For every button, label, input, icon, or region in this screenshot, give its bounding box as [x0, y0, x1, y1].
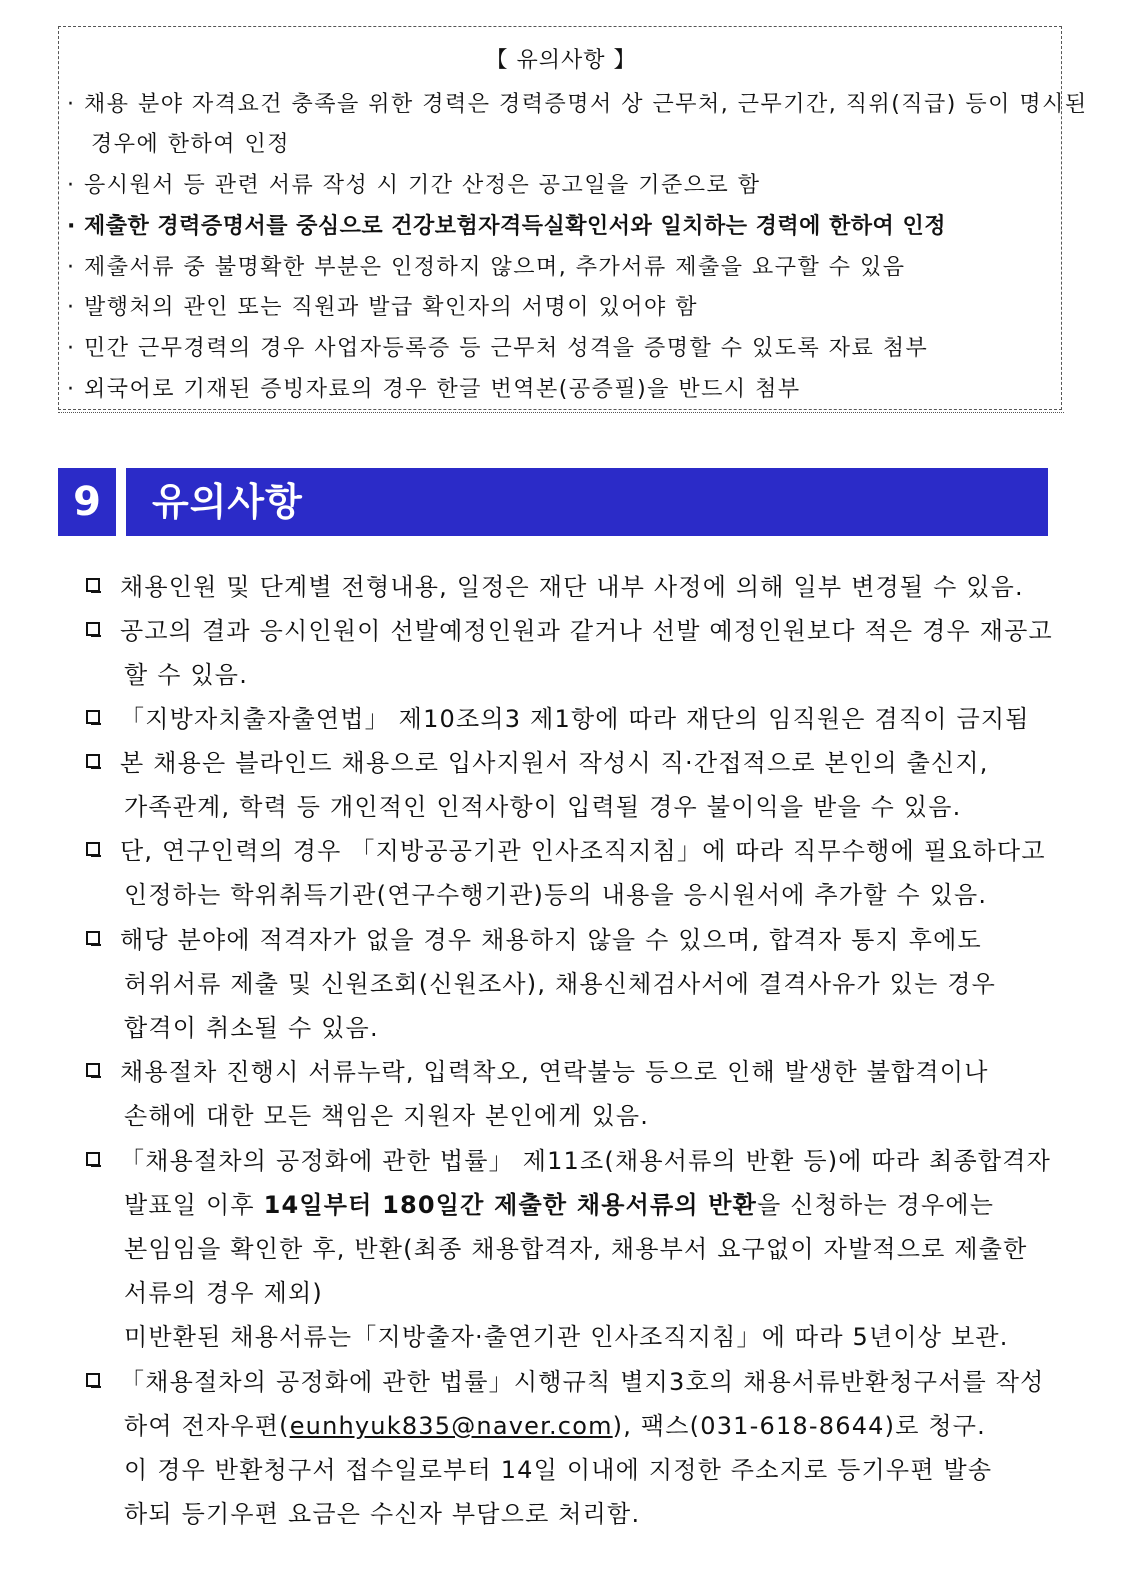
item-text-part: 하여 전자우편( — [124, 1412, 290, 1440]
item-text-part: 을 신청하는 경우에는 — [757, 1191, 995, 1219]
section-header — [58, 468, 1048, 536]
item-text-mixed — [124, 1185, 994, 1220]
item-text: 「채용절차의 공정화에 관한 법률」 제11조(채용서류의 반환 등)에 따라 최종합격자 — [120, 1147, 1051, 1175]
notice-line: · 민간 근무경력의 경우 사업자등록증 등 근무처 성격을 증명할 수 있도록 자료 첨부 — [67, 336, 929, 361]
section-title-bar — [126, 468, 1048, 536]
checkbox-bullet-icon — [86, 1373, 100, 1387]
email-link[interactable]: eunhyuk835@naver.com — [289, 1412, 613, 1440]
notice-box — [58, 26, 1088, 410]
notice-line: · 채용 분야 자격요건 충족을 위한 경력은 경력증명서 상 근무처, 근무기간, 직위(직급) 등이 명시된 — [67, 92, 1088, 117]
item-text: 채용인원 및 단계별 전형내용, 일정은 재단 내부 사정에 의해 일부 변경될 수 있음. — [120, 573, 1024, 601]
item-text-continued: 손해에 대한 모든 책임은 지원자 본인에게 있음. — [124, 1102, 650, 1130]
notice-title: 【 유의사항 】 — [485, 48, 637, 73]
item-text: 해당 분야에 적격자가 없을 경우 채용하지 않을 수 있으며, 합격자 통지 후에도 — [120, 926, 982, 954]
item-text: 「지방자치출자출연법」 제10조의3 제1항에 따라 재단의 임직원은 겸직이 금지됨 — [120, 705, 1030, 733]
notice-line: · 응시원서 등 관련 서류 작성 시 기간 산정은 공고일을 기준으로 함 — [67, 173, 761, 198]
checkbox-bullet-icon — [86, 1152, 100, 1166]
item-text-continued: 할 수 있음. — [124, 661, 249, 689]
checkbox-bullet-icon — [86, 578, 100, 592]
item-text-mixed — [124, 1406, 986, 1441]
item-text-continued: 본임임을 확인한 후, 반환(최종 채용합격자, 채용부서 요구없이 자발적으로 제출한 — [124, 1235, 1028, 1263]
notice-underline — [58, 412, 1064, 413]
notice-line: 경우에 한하여 인정 — [91, 132, 291, 157]
checkbox-bullet-icon — [86, 710, 100, 724]
item-text-continued: 인정하는 학위취득기관(연구수행기관)등의 내용을 응시원서에 추가할 수 있음. — [124, 881, 988, 909]
item-text-continued: 이 경우 반환청구서 접수일로부터 14일 이내에 지정한 주소지로 등기우편 발송 — [124, 1456, 993, 1484]
item-text-continued: 서류의 경우 제외) — [124, 1279, 323, 1307]
item-text-emphasis: 14일부터 180일간 제출한 채용서류의 반환 — [263, 1191, 758, 1219]
notice-line: · 외국어로 기재된 증빙자료의 경우 한글 번역본(공증필)을 반드시 첨부 — [67, 377, 801, 402]
checkbox-bullet-icon — [86, 622, 100, 636]
item-text-part: 발표일 이후 — [124, 1191, 255, 1219]
notice-line: · 발행처의 관인 또는 직원과 발급 확인자의 서명이 있어야 함 — [67, 295, 698, 320]
checkbox-bullet-icon — [86, 842, 100, 856]
item-text: 단, 연구인력의 경우 「지방공공기관 인사조직지침」에 따라 직무수행에 필요하다고 — [120, 837, 1046, 865]
item-text: 본 채용은 블라인드 채용으로 입사지원서 작성시 직·간접적으로 본인의 출신지, — [120, 749, 989, 777]
checkbox-bullet-icon — [86, 1063, 100, 1077]
section-number: 9 — [58, 468, 116, 536]
notice-line-emphasis: · 제출한 경력증명서를 중심으로 건강보험자격득실확인서와 일치하는 경력에 한하여 인정 — [67, 214, 946, 239]
item-text: 「채용절차의 공정화에 관한 법률」시행규칙 별지3호의 채용서류반환청구서를 작성 — [120, 1368, 1045, 1396]
item-text-continued: 합격이 취소될 수 있음. — [124, 1014, 379, 1042]
item-text: 공고의 결과 응시인원이 선발예정인원과 같거나 선발 예정인원보다 적은 경우 재공고 — [120, 617, 1053, 645]
item-text-continued: 미반환된 채용서류는「지방출자·출연기관 인사조직지침」에 따라 5년이상 보관. — [124, 1323, 1009, 1351]
item-text-continued: 가족관계, 학력 등 개인적인 인적사항이 입력될 경우 불이익을 받을 수 있음. — [124, 793, 962, 821]
item-text-continued: 하되 등기우편 요금은 수신자 부담으로 처리함. — [124, 1500, 641, 1528]
item-text: 채용절차 진행시 서류누락, 입력착오, 연락불능 등으로 인해 발생한 불합격이나 — [120, 1058, 989, 1086]
section-title: 유의사항 — [152, 480, 303, 524]
checkbox-bullet-icon — [86, 754, 100, 768]
item-text-continued: 허위서류 제출 및 신원조회(신원조사), 채용신체검사서에 결격사유가 있는 경우 — [124, 970, 997, 998]
checkbox-bullet-icon — [86, 931, 100, 945]
item-text-part: ), 팩스(031-618-8644)로 청구. — [612, 1412, 987, 1440]
notice-line: · 제출서류 중 불명확한 부분은 인정하지 않으며, 추가서류 제출을 요구할 수 있음 — [67, 255, 906, 280]
